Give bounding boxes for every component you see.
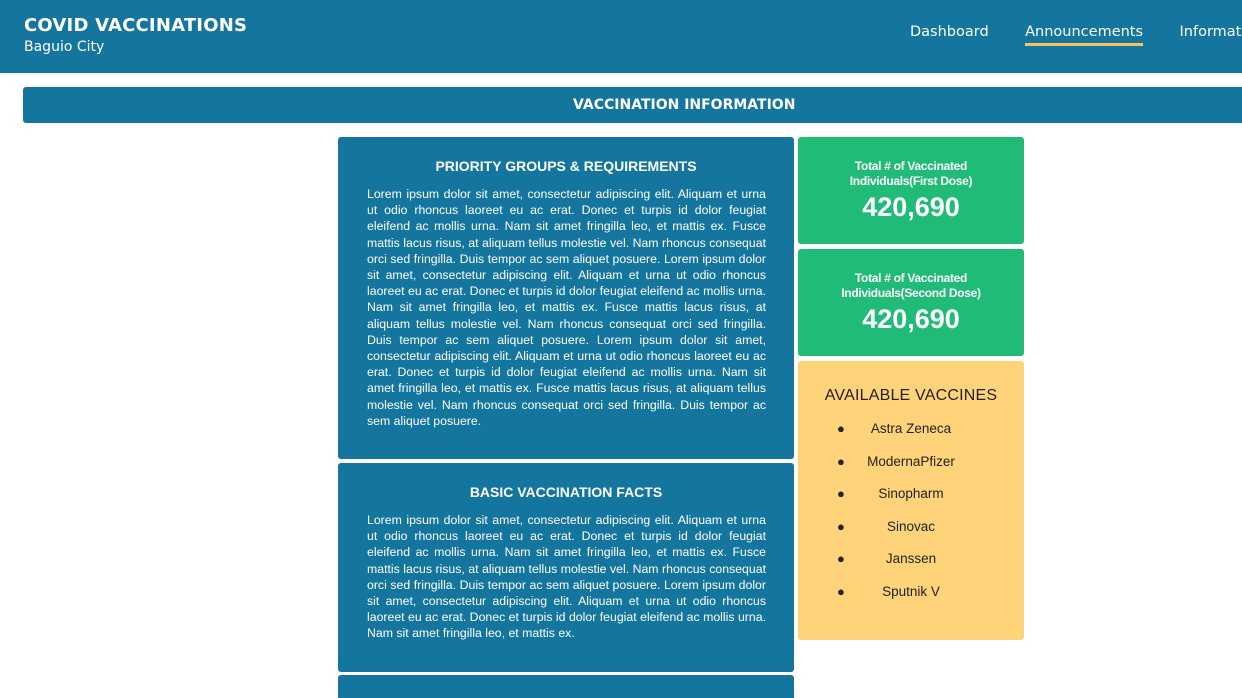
nav-link-announcements[interactable]: Announcements <box>1025 23 1143 46</box>
vaccine-name: Astra Zeneca <box>870 421 952 436</box>
list-item <box>798 452 1024 485</box>
stat-value: 420,690 <box>862 304 960 334</box>
vaccine-name: Janssen <box>885 551 937 566</box>
section-title: VACCINATION INFORMATION <box>573 97 796 113</box>
card-body: Lorem ipsum dolor sit amet, consectetur adipiscing elit. Aliquam et urna ut odio rhoncus laoreet eu ac erat. Donec et turpis id dolor feugiat eleifend ac mollis urna. Nam sit amet fringilla leo, et mattis ex. Fusce mattis lacus risus, at aliquam tellus molestie vel. Nam rhoncus consequat orci sed fringilla. Duis tempor ac sem aliquet posuere. Lorem ipsum dolor sit amet, consectetur adipiscing elit. Aliquam et urna ut odio rhoncus laoreet eu ac erat. Donec et turpis id dolor feugiat eleifend ac mollis urna. Nam sit amet fringilla leo, et mattis ex. <box>367 513 766 641</box>
vaccines-title: AVAILABLE VACCINES <box>824 387 998 404</box>
brand-title: COVID VACCINATIONS <box>24 15 248 36</box>
stat-label-line: Total # of Vaccinated <box>854 271 968 285</box>
stat-label-line: Individuals(Second Dose) <box>841 286 981 300</box>
first-dose-stat-card <box>798 137 1024 244</box>
section-header <box>23 87 1242 123</box>
stat-label <box>798 271 1024 301</box>
basic-facts-card <box>338 463 794 672</box>
stat-value: 420,690 <box>862 192 960 222</box>
bullet-icon: ● <box>837 421 845 436</box>
bullet-icon: ● <box>837 453 845 469</box>
card-body: Lorem ipsum dolor sit amet, consectetur adipiscing elit. Aliquam et urna ut odio rhoncus laoreet eu ac erat. Donec et turpis id dolor feugiat eleifend ac mollis urna. Nam sit amet fringilla leo, et mattis ex. Fusce mattis lacus risus, at aliquam tellus molestie vel. Nam rhoncus consequat orci sed fringilla. Duis tempor ac sem aliquet posuere. Lorem ipsum dolor sit amet, consectetur adipiscing elit. Aliquam et urna ut odio rhoncus laoreet eu ac erat. Donec et turpis id dolor feugiat eleifend ac mollis urna. Nam sit amet fringilla leo, et mattis ex. Fusce mattis lacus risus, at aliquam tellus molestie vel. Nam rhoncus consequat orci sed fringilla. Duis tempor ac sem aliquet posuere. Lorem ipsum dolor sit amet, consectetur adipiscing elit. Aliquam et urna ut odio rhoncus laoreet eu ac erat. Donec et turpis id dolor feugiat eleifend ac mollis urna. Nam sit amet fringilla leo, et mattis ex. Fusce mattis lacus risus, at aliquam tellus molestie vel. Nam rhoncus consequat orci sed fringilla. Duis tempor ac sem aliquet posuere. <box>367 187 766 428</box>
list-item <box>798 582 1024 615</box>
second-dose-stat-card <box>798 249 1024 356</box>
list-item <box>798 549 1024 582</box>
card-title: BASIC VACCINATION FACTS <box>469 484 663 500</box>
stat-label-line: Individuals(First Dose) <box>849 174 973 188</box>
top-navbar <box>0 0 1242 73</box>
bullet-icon: ● <box>837 551 845 566</box>
main-nav <box>910 23 1242 46</box>
priority-groups-card <box>338 137 794 459</box>
more-info-card <box>338 675 794 698</box>
stat-label <box>798 159 1024 189</box>
bullet-icon: ● <box>837 583 845 599</box>
list-item <box>798 419 1024 452</box>
vaccine-name: Sputnik V <box>882 583 940 599</box>
vaccine-list <box>798 419 1024 614</box>
bullet-icon: ● <box>837 486 845 501</box>
brand[interactable] <box>24 15 247 56</box>
list-item <box>798 484 1024 517</box>
vaccine-name: ModernaPfizer <box>867 453 955 469</box>
brand-subtitle: Baguio City <box>24 39 105 55</box>
nav-link-dashboard[interactable]: Dashboard <box>910 24 989 40</box>
vaccine-name: Sinopharm <box>878 486 944 501</box>
stat-label-line: Total # of Vaccinated <box>854 159 968 173</box>
list-item <box>798 517 1024 550</box>
card-title: PRIORITY GROUPS & REQUIREMENTS <box>435 158 697 174</box>
bullet-icon: ● <box>837 518 845 534</box>
available-vaccines-card <box>798 361 1024 640</box>
nav-link-information[interactable]: Informat <box>1179 24 1242 40</box>
vaccine-name: Sinovac <box>886 518 936 534</box>
